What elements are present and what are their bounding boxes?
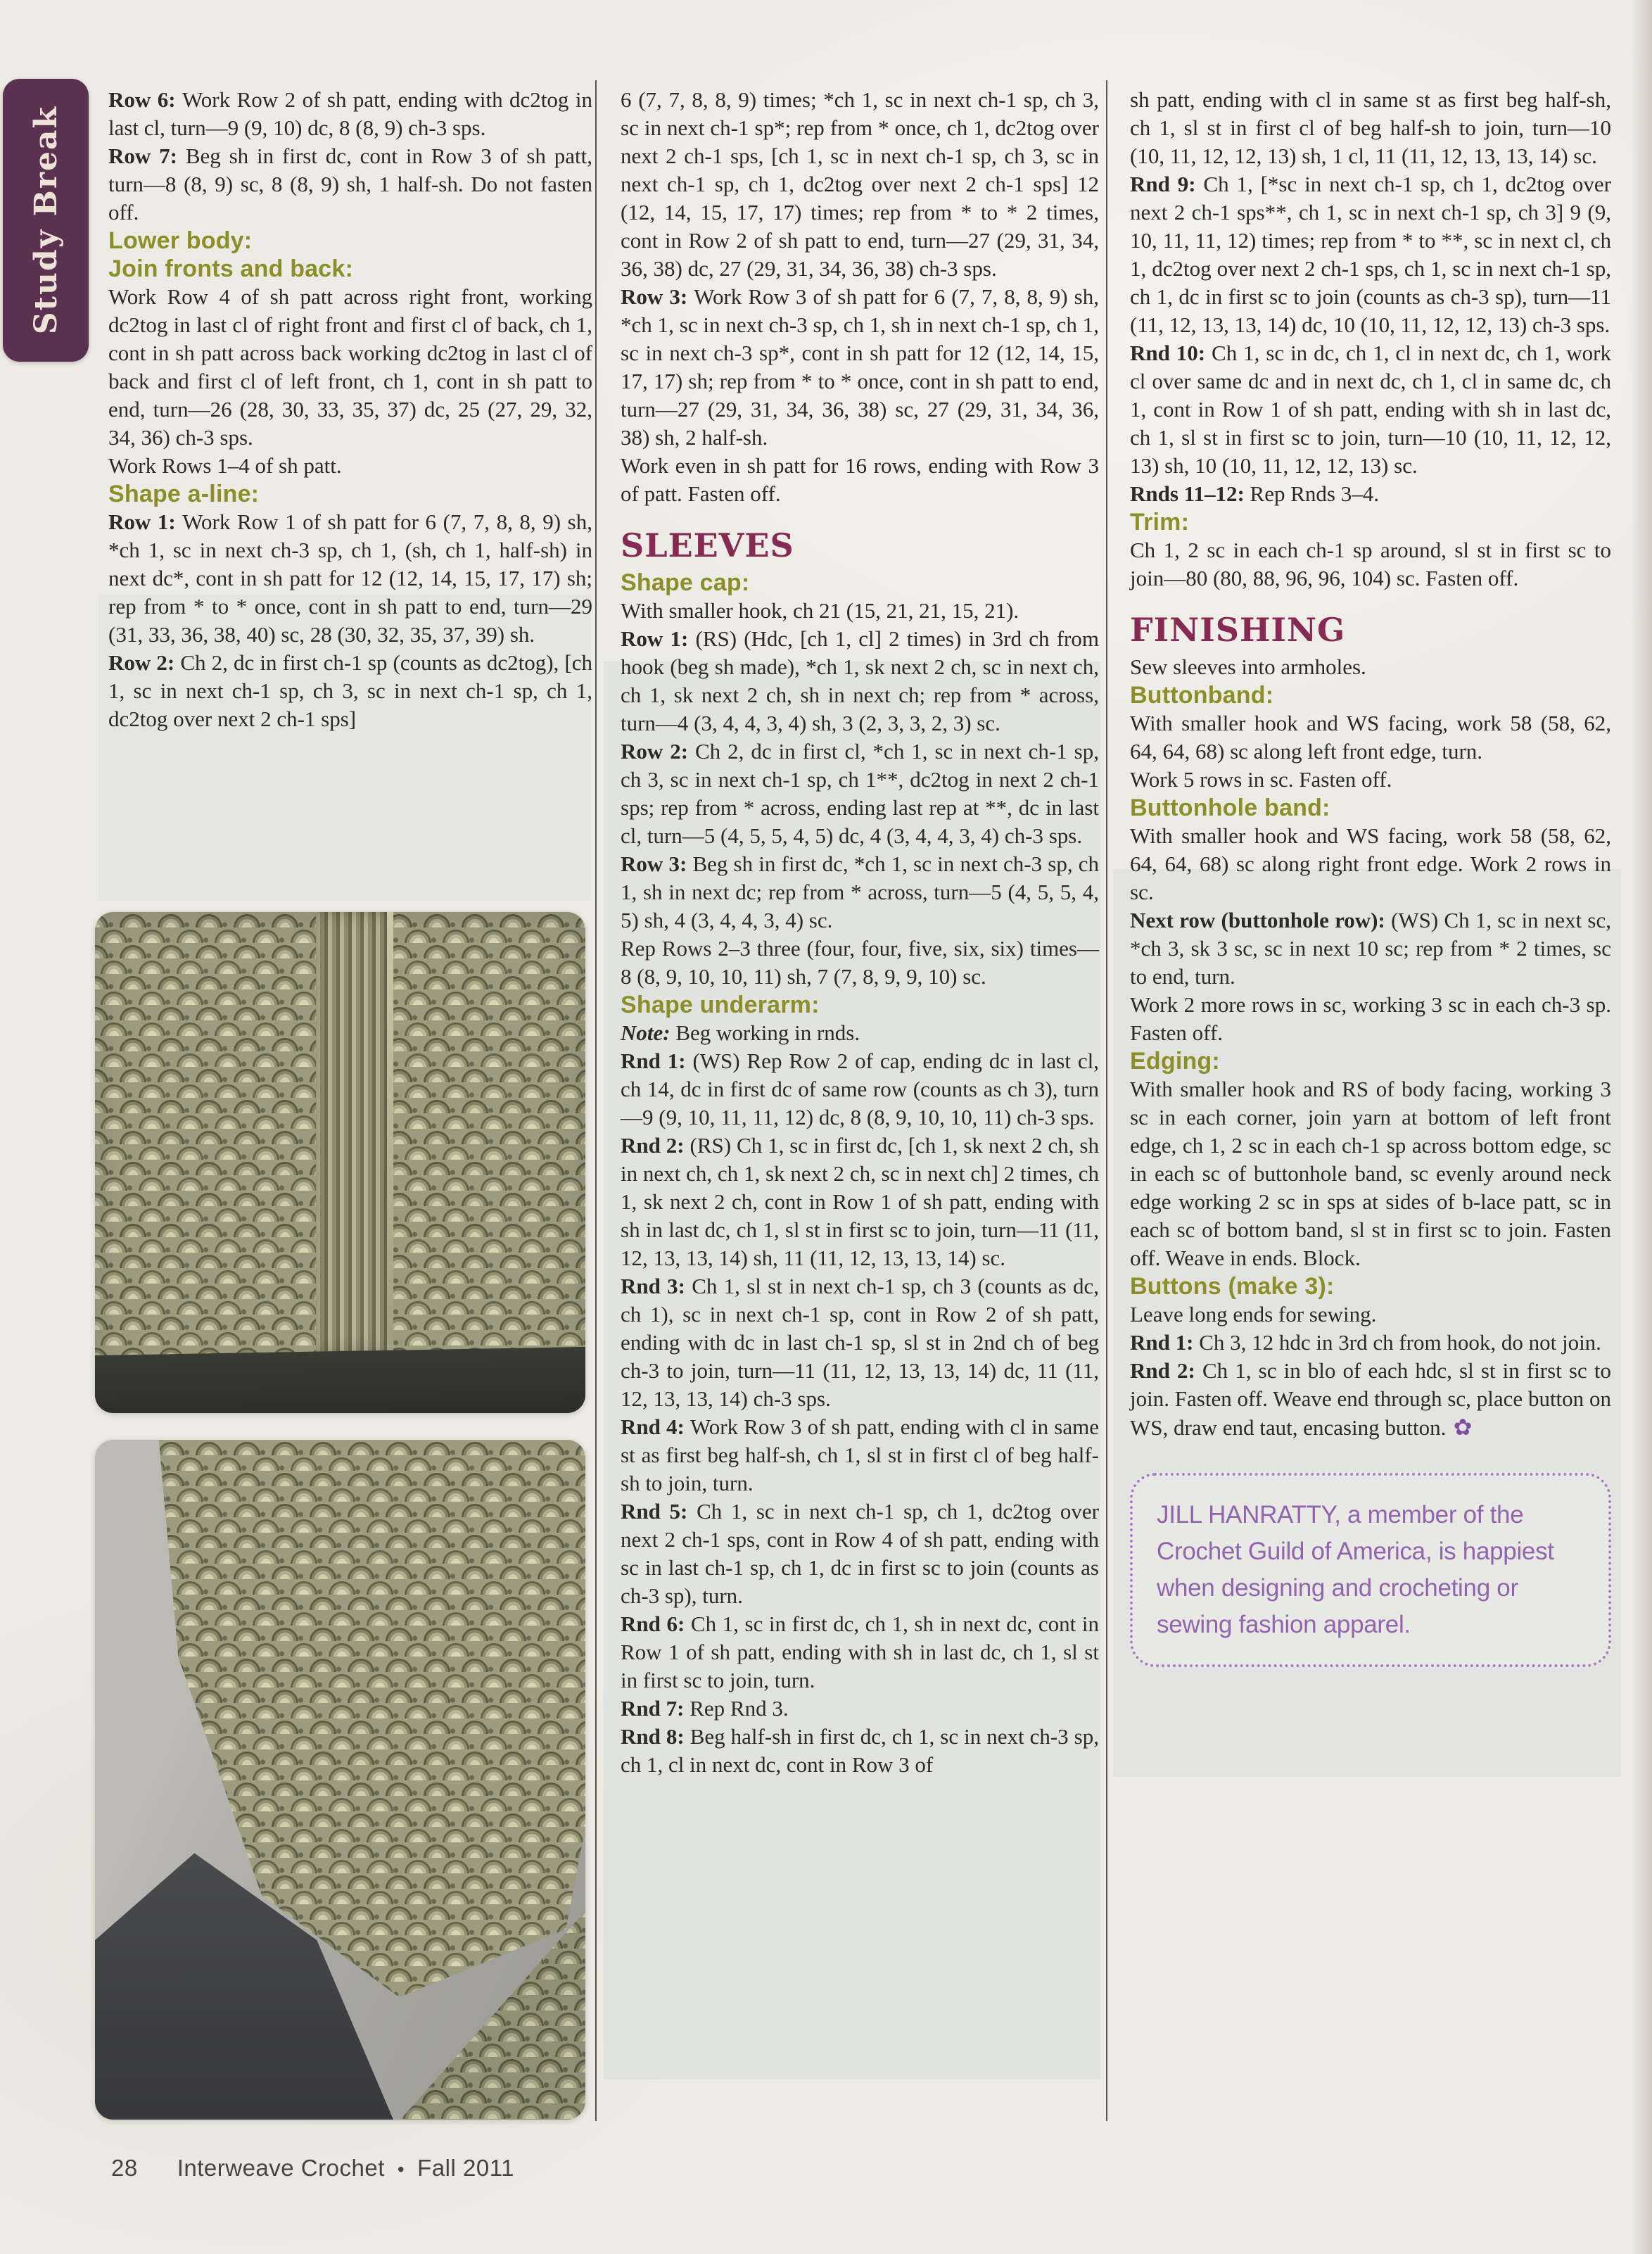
author-note [1157, 1497, 1584, 1643]
pattern-paragraph: Work Row 4 of sh patt across right front, working dc2tog in last cl of right front and first cl of back, ch 1, cont in sh patt across back working dc2tog in last cl of back and first cl of left front, ch 1, cont in sh patt to end, turn—26 (28, 30, 33, 35, 37) dc, 25 (27, 29, 32, 34, 36) ch-3 sps. [108, 284, 592, 450]
middle-column [621, 86, 1099, 1779]
pattern-paragraph: Rnds 11–12: Rep Rnds 3–4. [1130, 481, 1379, 506]
pattern-paragraph: Row 7: Beg sh in first dc, cont in Row 3 of sh patt, turn—8 (8, 9) sc, 8 (8, 9) sh, 1 half-sh. Do not fasten off. [108, 144, 592, 224]
right-column-text [1130, 86, 1611, 1442]
pattern-paragraph: Rep Rows 2–3 three (four, four, five, six, six) times—8 (8, 9, 10, 10, 11) sh, 7 (7, 8, 9, 9, 10) sc. [621, 936, 1099, 989]
subsection-heading: Lower body: [108, 227, 253, 254]
pattern-paragraph: Rnd 8: Beg half-sh in first dc, ch 1, sc in next ch-3 sp, ch 1, cl in next dc, cont in Row 3 of [621, 1724, 1099, 1777]
row-label: Rnd 2: [1130, 1358, 1202, 1383]
row-label: Rnd 1: [621, 1049, 693, 1073]
fabric-seam-line [387, 912, 393, 1353]
pattern-paragraph: With smaller hook and RS of body facing, working 3 sc in each corner, join yarn at bottom of left front edge, ch 1, 2 sc in each ch-1 sp across bottom edge, sc in each sc of buttonhole band, sc evenly around neck edge working 2 sc in sps at sides of b-lace patt, sc in each sc of bottom band, sl st in first sc to join. Fasten off. Weave in ends. Block. [1130, 1077, 1611, 1270]
study-break-tab-label: Study Break [27, 106, 64, 335]
fabric-rib-band [316, 912, 390, 1353]
row-label: Rnd 1: [1130, 1330, 1200, 1355]
row-label: Rnds 11–12: [1130, 481, 1250, 506]
pattern-paragraph: With smaller hook and WS facing, work 58 (58, 62, 64, 64, 68) sc along right front edge. Work 2 rows in sc. [1130, 823, 1611, 904]
fabric-dark-hem [95, 1347, 585, 1413]
pattern-paragraph: Rnd 9: Ch 1, [*sc in next ch-1 sp, ch 1, dc2tog over next 2 ch-1 sps**, ch 1, sc in next ch-1 sp, ch 3] 9 (9, 10, 11, 11, 12) times; rep from * to **, sc in next cl, ch 1, dc2tog over next 2 ch-1 sps, ch 1, sc in next ch-1 sp, ch 1, dc in first sc to join (counts as ch-3 sp), turn—11 (11, 12, 13, 13, 14) dc, 10 (10, 11, 12, 12, 13) ch-3 sps. [1130, 172, 1611, 337]
row-label: Rnd 3: [621, 1274, 692, 1298]
pattern-paragraph: Row 3: Beg sh in first dc, *ch 1, sc in next ch-3 sp, ch 1, sh in next dc; rep from * across, turn—5 (4, 5, 5, 4, 5) sh, 4 (3, 4, 4, 3, 4) sc. [621, 851, 1099, 932]
pattern-paragraph: Work even in sh patt for 16 rows, ending with Row 3 of patt. Fasten off. [621, 453, 1099, 506]
fabric-closeup-photo [95, 912, 585, 1413]
author-note-text: a member of the Crochet Guild of America, is happiest when designing and crocheting or sewing fashion apparel. [1157, 1501, 1554, 1638]
issue-name: Fall 2011 [417, 2155, 514, 2181]
magazine-title: Interweave Crochet [177, 2155, 385, 2181]
pattern-paragraph: Row 1: (RS) (Hdc, [ch 1, cl] 2 times) in 3rd ch from hook (beg sh made), *ch 1, sk next 2 ch, sc in next ch, ch 1, sk next 2 ch, sh in next ch; rep from * across, turn—4 (3, 4, 4, 3, 4) sh, 3 (2, 3, 3, 2, 3) sc. [621, 626, 1099, 735]
pattern-paragraph: Row 2: Ch 2, dc in first cl, *ch 1, sc in next ch-1 sp, ch 3, sc in next ch-1 sp, ch 1**, dc2tog in next 2 ch-1 sps; rep from * across, ending last rep at **, dc in last cl, turn—5 (4, 5, 5, 4, 5) dc, 4 (3, 4, 4, 3, 4) ch-3 sps. [621, 739, 1099, 848]
row-label: Row 1: [621, 626, 696, 651]
row-label: Note: [621, 1020, 676, 1045]
pattern-paragraph: Row 3: Work Row 3 of sh patt for 6 (7, 7, 8, 8, 9) sh, *ch 1, sc in next ch-3 sp, ch 1, sh in next ch-1 sp, ch 1, sc in next ch-3 sp*, cont in sh patt for 12 (12, 14, 15, 17, 17) sh; rep from * to * once, cont in sh patt to end, turn—27 (29, 31, 34, 36, 38) sc, 27 (29, 31, 34, 36, 38) sh, 2 half-sh. [621, 284, 1099, 450]
pattern-paragraph: Rnd 10: Ch 1, sc in dc, ch 1, cl in next dc, ch 1, work cl over same dc and in next dc, ch 1, cl in same dc, ch 1, cont in Row 1 of sh patt, ending with sh in last dc, ch 1, sl st in first sc to join, turn—10 (10, 11, 12, 12, 13) sh, 10 (10, 11, 12, 12, 13) sc. [1130, 341, 1611, 478]
pattern-paragraph: Rnd 5: Ch 1, sc in next ch-1 sp, ch 1, dc2tog over next 2 ch-1 sps, cont in Row 4 of sh patt, ending with sc in last ch-1 sp, ch 1, dc in first sc to join (counts as ch-3 sp), turn. [621, 1499, 1099, 1608]
pattern-paragraph: Ch 1, 2 sc in each ch-1 sp around, sl st in first sc to join—80 (80, 88, 96, 96, 104) sc. Fasten off. [1130, 538, 1611, 590]
row-label: Rnd 9: [1130, 172, 1204, 196]
section-heading: SLEEVES [621, 526, 794, 564]
row-label: Rnd 7: [621, 1696, 690, 1721]
row-label: Row 7: [108, 144, 186, 168]
right-column [1130, 86, 1611, 1667]
section-heading: FINISHING [1130, 611, 1346, 649]
subsection-heading: Buttons (make 3): [1130, 1273, 1335, 1300]
column-divider [1106, 80, 1107, 2121]
subsection-heading: Join fronts and back: [108, 255, 354, 282]
pattern-paragraph: sh patt, ending with cl in same st as first beg half-sh, ch 1, sl st in first cl of beg half-sh to join, turn—10 (10, 11, 12, 12, 13) sh, 1 cl, 11 (11, 12, 13, 13, 14) sc. [1130, 87, 1611, 168]
pattern-paragraph: Work Rows 1–4 of sh patt. [108, 453, 342, 478]
pattern-paragraph: With smaller hook and WS facing, work 58 (58, 62, 64, 64, 68) sc along left front edge, turn. [1130, 711, 1611, 764]
pattern-paragraph: Rnd 7: Rep Rnd 3. [621, 1696, 789, 1721]
pattern-paragraph: Rnd 1: (WS) Rep Row 2 of cap, ending dc in last cl, ch 14, dc in first dc of same row (counts as ch 3), turn—9 (9, 10, 11, 11, 12) dc, 8 (8, 9, 10, 10, 11) ch-3 sps. [621, 1049, 1099, 1129]
row-label: Row 2: [108, 650, 181, 675]
pattern-paragraph: Rnd 1: Ch 3, 12 hdc in 3rd ch from hook, do not join. [1130, 1330, 1601, 1355]
row-label: Next row (buttonhole row): [1130, 908, 1392, 932]
bullet-separator: • [397, 2158, 405, 2180]
row-label: Row 1: [108, 509, 183, 534]
study-break-tab [3, 79, 89, 362]
sleeve-cuff-photo [95, 1440, 585, 2120]
left-column [108, 86, 592, 733]
row-label: Rnd 10: [1130, 341, 1212, 365]
pattern-paragraph: Rnd 2: (RS) Ch 1, sc in first dc, [ch 1, sk next 2 ch, sh in next ch, ch 1, sk next 2 ch, sc in next ch] 2 times, ch 1, sk next 2 ch, cont in Row 1 of sh patt, ending with sh in last dc, ch 1, sl st in first sc to join, turn—11 (11, 12, 13, 13, 14) sh, 11 (11, 12, 13, 13, 14) sc. [621, 1133, 1099, 1270]
row-label: Rnd 4: [621, 1414, 690, 1439]
pattern-paragraph: Work 5 rows in sc. Fasten off. [1130, 767, 1392, 792]
author-name: JILL HANRATTY, [1157, 1501, 1341, 1528]
pattern-paragraph: Note: Beg working in rnds. [621, 1020, 860, 1045]
pattern-paragraph: Rnd 4: Work Row 3 of sh patt, ending with cl in same st as first beg half-sh, ch 1, sl st in first cl of beg half-sh to join, turn. [621, 1414, 1099, 1495]
row-label: Rnd 5: [621, 1499, 697, 1524]
pattern-paragraph: Row 6: Work Row 2 of sh patt, ending with dc2tog in last cl, turn—9 (9, 10) dc, 8 (8, 9) ch-3 sps. [108, 87, 592, 140]
subsection-heading: Shape a-line: [108, 481, 260, 507]
row-label: Row 3: [621, 851, 693, 876]
pattern-paragraph: Sew sleeves into armholes. [1130, 654, 1366, 679]
page-footer [111, 2155, 514, 2182]
subsection-heading: Buttonband: [1130, 682, 1274, 709]
column-divider [595, 80, 597, 2121]
row-label: Rnd 8: [621, 1724, 690, 1749]
row-label: Row 6: [108, 87, 183, 112]
author-note-box [1130, 1473, 1611, 1667]
subsection-heading: Buttonhole band: [1130, 794, 1330, 821]
pattern-paragraph: Row 2: Ch 2, dc in first ch-1 sp (counts as dc2tog), [ch 1, sc in next ch-1 sp, ch 3, sc in next ch-1 sp, ch 1, dc2tog over next 2 ch-1 sps] [108, 650, 592, 731]
pattern-paragraph: Rnd 2: Ch 1, sc in blo of each hdc, sl st in first sc to join. Fasten off. Weave end through sc, place button on WS, draw end taut, encasing button. ✿ [1130, 1358, 1611, 1441]
pattern-paragraph: Next row (buttonhole row): (WS) Ch 1, sc in next sc, *ch 3, sk 3 sc, sc in next 10 sc; rep from * 2 times, sc to end, turn. [1130, 908, 1611, 989]
flower-ornament-icon: ✿ [1446, 1414, 1473, 1441]
pattern-paragraph: With smaller hook, ch 21 (15, 21, 21, 15, 21). [621, 598, 1019, 623]
scan-page-edge [1631, 0, 1652, 2254]
page-number: 28 [111, 2155, 138, 2181]
pattern-paragraph: 6 (7, 7, 8, 8, 9) times; *ch 1, sc in next ch-1 sp, ch 3, sc in next ch-1 sp*; rep from * once, ch 1, dc2tog over next 2 ch-1 sps, [ch 1, sc in next ch-1 sp, ch 3, sc in next ch-1 sp, ch 1, dc2tog over next 2 ch-1 sps] 12 (12, 14, 15, 17, 17) times; rep from * to * 2 times, cont in Row 2 of sh patt to end, turn—27 (29, 31, 34, 36, 38) dc, 27 (29, 31, 34, 36, 38) ch-3 sps. [621, 87, 1099, 281]
row-label: Rnd 2: [621, 1133, 690, 1158]
pattern-paragraph: Leave long ends for sewing. [1130, 1302, 1377, 1327]
pattern-paragraph: Row 1: Work Row 1 of sh patt for 6 (7, 7, 8, 8, 9) sh, *ch 1, sc in next ch-3 sp, ch 1, (sh, ch 1, half-sh) in next dc*, cont in sh patt for 12 (12, 14, 15, 17, 17) sh; rep from * to * once, cont in sh patt to end, turn—29 (31, 33, 36, 38, 40) sc, 28 (30, 32, 35, 37, 39) sh. [108, 509, 592, 647]
pattern-paragraph: Rnd 6: Ch 1, sc in first dc, ch 1, sh in next dc, cont in Row 1 of sh patt, ending with sh in last dc, ch 1, sl st in first sc to join, turn. [621, 1612, 1099, 1692]
row-label: Rnd 6: [621, 1612, 691, 1636]
subsection-heading: Shape underarm: [621, 992, 820, 1018]
subsection-heading: Shape cap: [621, 569, 750, 596]
subsection-heading: Trim: [1130, 509, 1190, 536]
pattern-paragraph: Work 2 more rows in sc, working 3 sc in each ch-3 sp. Fasten off. [1130, 992, 1611, 1045]
row-label: Row 2: [621, 739, 695, 764]
pattern-paragraph: Rnd 3: Ch 1, sl st in next ch-1 sp, ch 3 (counts as dc, ch 1), sc in next ch-1 sp, cont in Row 2 of sh patt, ending with dc in last ch-1 sp, sl st in 2nd ch of beg ch-3 to join, turn—11 (11, 12, 13, 13, 14) dc, 11 (11, 12, 13, 13, 14) ch-3 sps. [621, 1274, 1099, 1411]
subsection-heading: Edging: [1130, 1048, 1220, 1075]
row-label: Row 3: [621, 284, 694, 309]
